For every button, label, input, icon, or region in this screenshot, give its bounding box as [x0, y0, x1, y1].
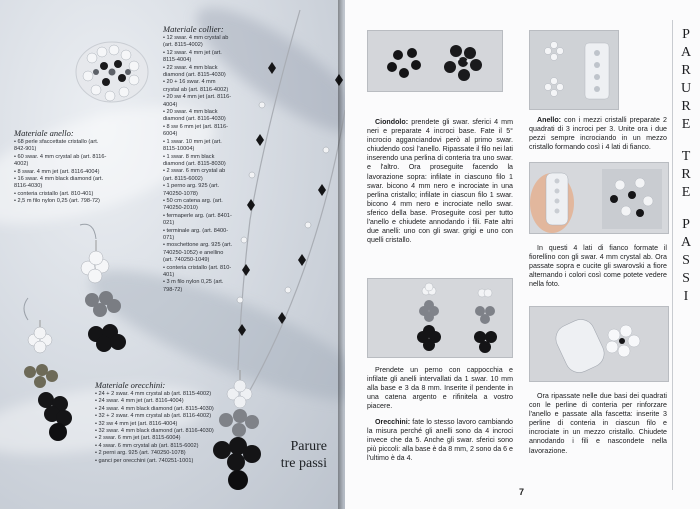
material-item: • 32 + 2 swar. 4 mm crystal ab (art. 8116-4002)	[95, 413, 212, 420]
right-page	[345, 0, 700, 509]
page-title	[281, 438, 327, 472]
title-letter: R	[681, 99, 691, 114]
left-page-photo	[0, 0, 345, 509]
section-lead: Anello:	[537, 116, 562, 124]
ring-illustration	[76, 42, 148, 102]
title-letter: S	[682, 271, 690, 286]
title-letter: R	[681, 63, 691, 78]
material-item: • 24 swar. 4 mm black diamond (art. 8115-4030)	[95, 405, 214, 412]
collier-materials-title: Materiale collier:	[163, 24, 224, 34]
title-letter: P	[682, 27, 690, 42]
material-item: • 4 swar. 6 mm crystal ab (art. 8115-6002)	[95, 442, 199, 449]
title-letter: A	[680, 45, 692, 60]
material-item: • 24 + 2 swar. 4 mm crystal ab (art. 8115-4002)	[95, 391, 212, 397]
instruction-text: con i mezzi cristalli preparate 2 quadrati di 3 incroci per 3. Unite ora i due pezzi sempre incrociando in un mezzo cristallo formando così i 4 lati di fianco.	[529, 116, 667, 152]
material-item: • 1 swar. 10 mm jet (art. 8115-10004)	[163, 138, 222, 153]
orecchini-materials	[95, 380, 245, 465]
title-letter: U	[680, 81, 692, 96]
title-letter: E	[681, 117, 691, 132]
vertical-title	[675, 26, 697, 306]
material-item: • 20 sw 4 mm jet (art. 8116-4004)	[163, 94, 232, 108]
collier-materials	[163, 24, 233, 294]
material-item: • 68 perle sfaccettate cristallo (art. 842-901)	[14, 139, 99, 153]
perno-instructions	[367, 366, 513, 411]
ciondolo-instructions	[367, 118, 513, 245]
page-title-line: tre passi	[280, 456, 327, 471]
title-letter: R	[681, 167, 691, 182]
instruction-text: fate lo stesso lavoro cambiando la misura perché gli anelli sono da 4 incroci invece che da 5. Anche gli swar. sferici sono più piccoli: alla base è da 8 mm, 2 sono da 6 e l'ultimo è da 4.	[367, 418, 513, 463]
material-item: • 12 swar. 4 mm jet (art. 8115-4004)	[163, 49, 222, 64]
material-item: • 20 swar. 4 mm black diamond (art. 8116-4030)	[163, 109, 226, 123]
instruction-text: Prendete un perno con cappocchia e infilate gli anelli intervallati da 1 swar. 10 mm alla base e 3 da 8 mm. Inserite il pendente in una catena argento e rifinitela a vostro piacere.	[367, 366, 513, 411]
material-item: • 32 sw 4 mm jet (art. 8116-4004)	[95, 420, 178, 427]
material-item: • conteria cristallo (art. 810-401)	[163, 264, 232, 278]
material-item: • terminale arg. (art. 8400-071)	[163, 227, 229, 241]
photo-pendant-earrings	[367, 278, 513, 358]
ripassate-instructions	[529, 392, 667, 456]
material-item: • conteria cristallo (art. 810-401)	[14, 190, 94, 197]
material-item: • 50 cm catena arg. (art. 740250-2010)	[163, 197, 223, 212]
material-item: • ganci per orecchini (art. 740251-1001)	[95, 457, 194, 464]
instruction-text: Ora ripassate nelle due basi dei quadrati con le perline di conteria per rinforzare l'anello e passate alla fascetta: inserite 3 perline di conteria in ciascun filo e incrociate in un mezzo cristallo. Chiudete annodando i fili e nascondete nella lavorazione.	[529, 392, 667, 455]
fianco-instructions	[529, 244, 667, 289]
earring-left-illustration	[24, 298, 72, 441]
material-item: • moschettone arg. 925 (art. 740250-1052) e anellino (art. 740250-1049)	[163, 242, 233, 264]
material-item: • 2 swar. 6 mm crystal ab (art. 8115-6002)	[163, 168, 226, 182]
material-item: • 32 swar. 4 mm black diamond (art. 8116-4030)	[95, 428, 214, 435]
material-item: • 60 swar. 4 mm crystal ab (art. 8116-4002)	[14, 153, 107, 168]
orecchini-materials-title: Materiale orecchini:	[95, 380, 166, 390]
photo-finished-ring	[529, 306, 669, 382]
material-item: • 20 + 16 swar. 4 mm crystal ab (art. 8116-4002)	[163, 79, 229, 93]
orecchini-instructions	[367, 418, 513, 463]
instruction-text: In questi 4 lati di fianco formate il fiorellino con gli swar. 4 mm crystal ab. Ora passate sopra e cucite gli swarovski a fiore alternando i colori così come potete vedere nella foto.	[529, 244, 667, 289]
page-number: 7	[519, 487, 525, 497]
material-item: • 16 swar. 4 mm black diamond (art. 8116-4030)	[14, 176, 104, 190]
title-letter: E	[681, 185, 691, 200]
title-letter: A	[680, 235, 692, 250]
material-item: • 2 perni arg. 925 (art. 740250-1078)	[95, 450, 186, 457]
instruction-text: prendete gli swar. sferici 4 mm neri e preparate 4 incroci base. Fate il 5° incrocio agganciandovi però al primo swar. chiudendo così l'anello. Ripassate il filo nei lati inserendo una perlina di conteria tra uno swar. e l'altro. Ora proseguite facendo la lavorazione sopra: infilate in ciascuno filo 1 swar. bicono 4 mm nero e incrociate in una perlina cristallo; infilate in ciascun filo 1 swar. bicono 4 mm nero e incrociate nello swar. sferico della base. Proseguite così per tutto l'anello e chiudete annodando i fili. Fate altri due anelli: uno con gli swar. grigi e uno con quelli cristallo.	[367, 118, 513, 245]
photo-black-ring-steps	[367, 30, 503, 92]
material-item: • fermaperle arg. (art. 8401-021)	[163, 212, 232, 227]
title-letter: I	[683, 289, 689, 304]
material-item: • 24 swar. 4 mm jet (art. 8116-4004)	[95, 398, 184, 405]
material-item: • 12 swar. 4 mm crystal ab (art. 8115-4002)	[163, 35, 229, 49]
title-letter: P	[682, 217, 690, 232]
anello-materials	[14, 128, 108, 206]
material-item: • 1 swar. 8 mm black diamond (art. 8115-8030)	[163, 153, 226, 167]
material-item: • 2 swar. 6 mm jet (art. 8115-6004)	[95, 435, 181, 442]
title-letter: S	[682, 253, 690, 268]
anello-instructions	[529, 116, 667, 152]
photo-ring-side-flower	[529, 162, 669, 234]
material-item: • 3 m filo nylon 0,25 (art. 798-72)	[163, 279, 224, 293]
earring-right-illustration	[80, 224, 126, 352]
photo-crystal-squares	[529, 30, 619, 110]
side-divider	[672, 20, 673, 490]
section-lead: Ciondolo:	[375, 118, 409, 126]
material-item: • 8 swar. 4 mm jet (art. 8116-4004)	[14, 168, 100, 175]
section-lead: Orecchini:	[375, 418, 411, 426]
material-item: • 22 swar. 4 mm black diamond (art. 8115-4030)	[163, 64, 226, 79]
material-item: • 2,5 m filo nylon 0,25 (art. 798-72)	[14, 198, 100, 205]
page-title-line: Parure	[290, 439, 327, 454]
material-item: • 1 perno arg. 925 (art. 740250-1078)	[163, 183, 220, 197]
anello-materials-title: Materiale anello:	[14, 128, 74, 138]
material-item: • 8 sw 6 mm jet (art. 8116-6004)	[163, 123, 228, 138]
title-letter: T	[681, 149, 691, 164]
